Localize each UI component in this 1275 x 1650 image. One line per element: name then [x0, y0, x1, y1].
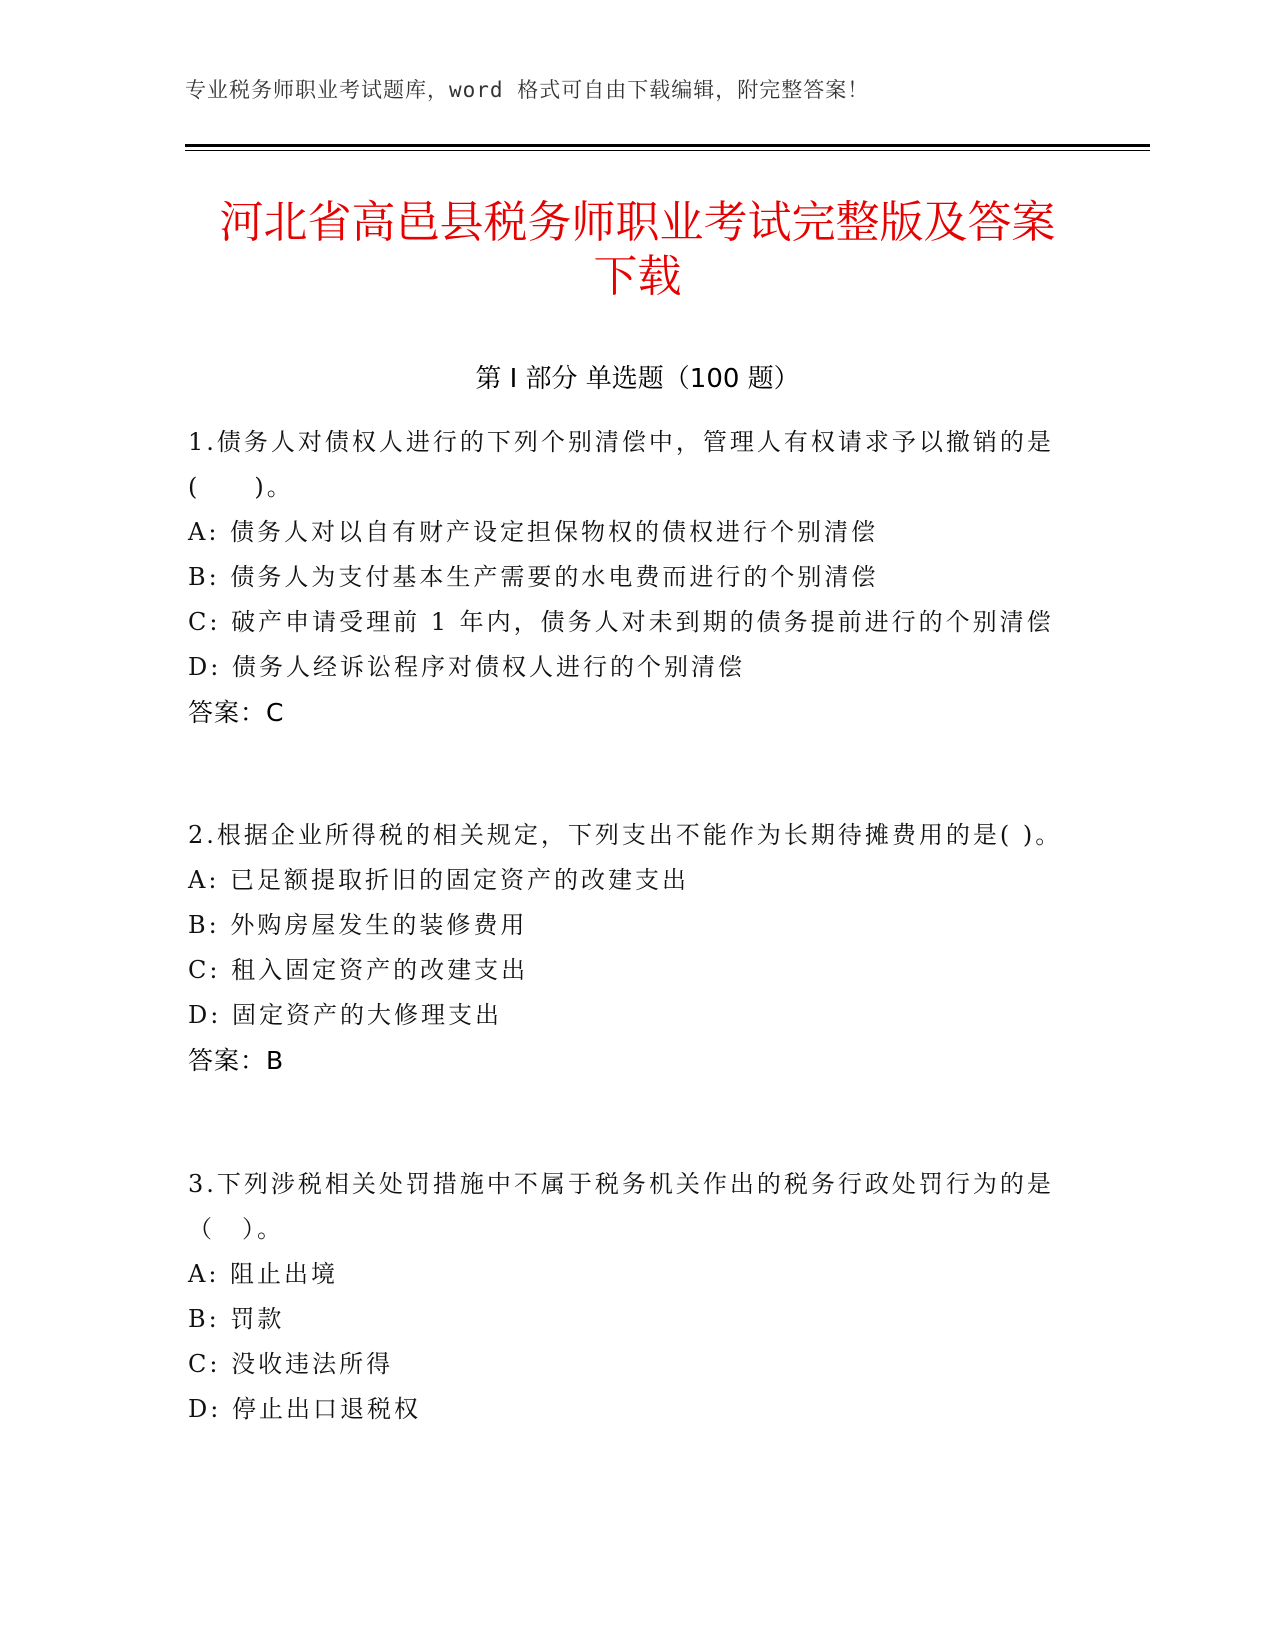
- answer: 答案：C: [188, 698, 285, 727]
- option-c: C: 租入固定资产的改建支出: [188, 956, 529, 984]
- question-stem: 2.根据企业所得税的相关规定，下列支出不能作为长期待摊费用的是( )。: [188, 821, 1063, 849]
- option-d: D: 固定资产的大修理支出: [188, 1001, 502, 1029]
- option-a: A: 已足额提取折旧的固定资产的改建支出: [188, 866, 690, 894]
- document-title: [150, 196, 1125, 304]
- question-stem: 1.债务人对债权人进行的下列个别清偿中，管理人有权请求予以撤销的是( )。: [188, 428, 1054, 501]
- answer: 答案：B: [188, 1046, 285, 1075]
- option-a: A: 阻止出境: [188, 1260, 339, 1288]
- title-line-1: 河北省高邑县税务师职业考试完整版及答案: [219, 197, 1056, 248]
- option-b: B: 外购房屋发生的装修费用: [188, 911, 528, 939]
- header-rule-thick: [185, 144, 1150, 147]
- option-d: D: 停止出口退税权: [188, 1395, 421, 1423]
- option-c: C: 破产申请受理前 1 年内，债务人对未到期的债务提前进行的个别清偿: [188, 608, 1054, 636]
- title-line-2: 下载: [593, 251, 682, 302]
- option-b: B: 债务人为支付基本生产需要的水电费而进行的个别清偿: [188, 563, 879, 591]
- option-b: B: 罚款: [188, 1305, 285, 1333]
- question-3: [188, 1162, 1068, 1432]
- option-c: C: 没收违法所得: [188, 1350, 394, 1378]
- header-note: 专业税务师职业考试题库，word 格式可自由下载编辑，附完整答案！: [185, 78, 870, 102]
- option-a: A: 债务人对以自有财产设定担保物权的债权进行个别清偿: [188, 518, 879, 546]
- question-2: [188, 813, 1068, 1083]
- question-stem: 3.下列涉税相关处罚措施中不属于税务机关作出的税务行政处罚行为的是（ ）。: [188, 1170, 1054, 1243]
- question-1: [188, 420, 1068, 735]
- header-rule-thin: [185, 150, 1150, 151]
- section-heading: 第 I 部分 单选题（100 题）: [475, 364, 800, 394]
- option-d: D: 债务人经诉讼程序对债权人进行的个别清偿: [188, 653, 745, 681]
